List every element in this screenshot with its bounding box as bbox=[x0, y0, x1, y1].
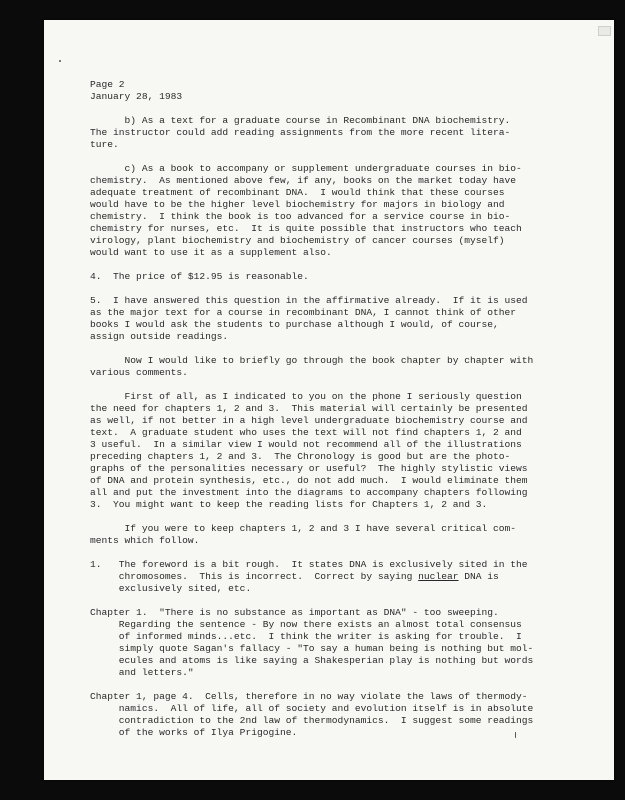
text-line: contradiction to the 2nd law of thermodynamics. I suggest some readings bbox=[90, 715, 534, 726]
text-line: Now I would like to briefly go through the book chapter by chapter with bbox=[90, 355, 534, 366]
text-line: of informed minds...etc. I think the writer is asking for trouble. I bbox=[90, 631, 522, 642]
text-line: the need for chapters 1, 2 and 3. This material will certainly be presented bbox=[90, 403, 528, 414]
text-line: chemistry for nurses, etc. It is quite possible that instructors who teach bbox=[90, 223, 522, 234]
text-line: graphs of the personalities necessary or useful? The highly stylistic views bbox=[90, 463, 528, 474]
paragraph-c bbox=[90, 163, 610, 259]
text-line: as well, if not better in a high level undergraduate biochemistry course and bbox=[90, 415, 528, 426]
text-line: of DNA and protein synthesis, etc., do not add much. I would eliminate them bbox=[90, 475, 528, 486]
text-line: b) As a text for a graduate course in Recombinant DNA biochemistry. bbox=[90, 115, 511, 126]
text-line: virology, plant biochemistry and biochemistry of cancer courses (myself) bbox=[90, 235, 505, 246]
text-line: simply quote Sagan's fallacy - "To say a human being is nothing but mol- bbox=[90, 643, 534, 654]
text-line: namics. All of life, all of society and evolution itself is in absolute bbox=[90, 703, 534, 714]
paragraph-first bbox=[90, 391, 610, 511]
text-fragment: chromosomes. This is incorrect. Correct by saying bbox=[90, 571, 419, 582]
chapter-1-page-4-note bbox=[90, 691, 610, 739]
letter-date: January 28, 1983 bbox=[90, 91, 183, 102]
text-line: would want to use it as a supplement also. bbox=[90, 247, 332, 258]
text-line: 4. The price of $12.95 is reasonable. bbox=[90, 271, 309, 282]
paragraph-b bbox=[90, 115, 610, 151]
text-line: Regarding the sentence - By now there exists an almost total consensus bbox=[90, 619, 522, 630]
text-line: as the major text for a course in recombinant DNA, I cannot think of other bbox=[90, 307, 517, 318]
corner-tab bbox=[598, 26, 611, 36]
text-line: 3. You might want to keep the reading lists for Chapters 1, 2 and 3. bbox=[90, 499, 488, 510]
numbered-item-1 bbox=[90, 559, 610, 595]
paragraph-keep bbox=[90, 523, 610, 547]
speck-mark bbox=[59, 60, 61, 62]
text-line: chemistry. As mentioned above few, if any, books on the market today have bbox=[90, 175, 517, 186]
paragraph-4 bbox=[90, 271, 610, 283]
paragraph-intro bbox=[90, 355, 610, 379]
text-line: ecules and atoms is like saying a Shakesperian play is nothing but words bbox=[90, 655, 534, 666]
text-line: chemistry. I think the book is too advanced for a service course in bio- bbox=[90, 211, 511, 222]
text-line: ments which follow. bbox=[90, 535, 200, 546]
letter-body bbox=[90, 79, 610, 739]
underlined-word: nuclear bbox=[418, 571, 459, 582]
letter-page bbox=[44, 20, 614, 780]
text-line: exclusively sited, etc. bbox=[90, 583, 252, 594]
text-fragment: DNA is bbox=[458, 571, 499, 582]
text-line: books I would ask the students to purchase although I would, of course, bbox=[90, 319, 499, 330]
text-line: The instructor could add reading assignments from the more recent litera- bbox=[90, 127, 511, 138]
text-line: 5. I have answered this question in the affirmative already. If it is used bbox=[90, 295, 528, 306]
page-number: Page 2 bbox=[90, 79, 125, 90]
text-line: would have to be the higher level biochemistry for majors in biology and bbox=[90, 199, 505, 210]
text-line bbox=[90, 571, 610, 583]
text-line: adequate treatment of recombinant DNA. I would think that these courses bbox=[90, 187, 505, 198]
text-line: various comments. bbox=[90, 367, 188, 378]
text-line: 3 useful. In a similar view I would not recommend all of the illustrations bbox=[90, 439, 522, 450]
text-line: Chapter 1. "There is no substance as important as DNA" - too sweeping. bbox=[90, 607, 499, 618]
text-line: If you were to keep chapters 1, 2 and 3 I have several critical com- bbox=[90, 523, 517, 534]
paragraph-5 bbox=[90, 295, 610, 343]
text-line: of the works of Ilya Prigogine. bbox=[90, 727, 298, 738]
text-line: 1. The foreword is a bit rough. It states DNA is exclusively sited in the bbox=[90, 559, 528, 570]
text-line: preceding chapters 1, 2 and 3. The Chronology is good but are the photo- bbox=[90, 451, 511, 462]
text-line: all and put the investment into the diagrams to accompany chapters following bbox=[90, 487, 528, 498]
text-line: assign outside readings. bbox=[90, 331, 229, 342]
text-line: Chapter 1, page 4. Cells, therefore in no way violate the laws of thermody- bbox=[90, 691, 528, 702]
text-line: ture. bbox=[90, 139, 119, 150]
text-line: First of all, as I indicated to you on the phone I seriously question bbox=[90, 391, 522, 402]
chapter-1-note bbox=[90, 607, 610, 679]
text-line: text. A graduate student who uses the text will not find chapters 1, 2 and bbox=[90, 427, 522, 438]
text-line: and letters." bbox=[90, 667, 194, 678]
text-line: c) As a book to accompany or supplement undergraduate courses in bio- bbox=[90, 163, 522, 174]
